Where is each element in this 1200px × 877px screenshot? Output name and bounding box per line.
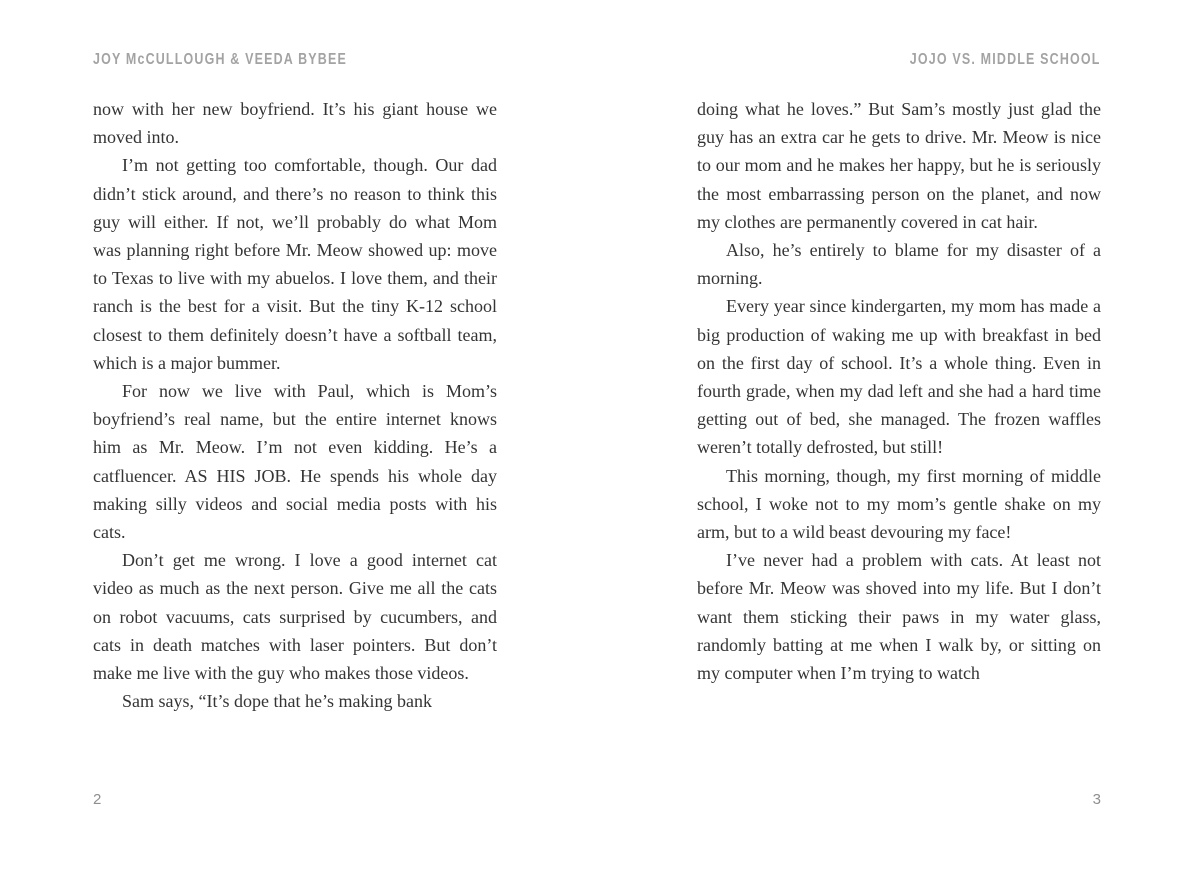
paragraph: Sam says, “It’s dope that he’s making bank [122, 691, 432, 712]
paragraph: Also, he’s entirely to blame for my disaster of a morning. [697, 240, 1101, 289]
page-right [697, 0, 1101, 877]
running-head-authors-text: JOY McCULLOUGH & VEEDA BYBEE [93, 51, 347, 68]
paragraph: I’ve never had a problem with cats. At least not before Mr. Meow was shoved into my life. But I don’t want them sticking their paws in my water glass, randomly batting at me when I walk by, or sitting on my computer when I’m trying to watch [697, 550, 1101, 684]
page-left [93, 0, 497, 877]
paragraph: doing what he loves.” But Sam’s mostly just glad the guy has an extra car he gets to drive. Mr. Meow is nice to our mom and he makes her happy, but he is seriously the most embarrassing person on the planet, and now my clothes are permanently covered in cat hair. [697, 99, 1101, 232]
paragraph: This morning, though, my first morning of middle school, I woke not to my mom’s gentle shake on my arm, but to a wild beast devouring my face! [697, 465, 1101, 543]
left-page-body [93, 95, 497, 715]
paragraph: Every year since kindergarten, my mom has made a big production of waking me up with breakfast in bed on the first day of school. It’s a whole thing. Even in fourth grade, when my dad left and she had a hard time getting out of bed, she managed. The frozen waffles weren’t totally defrosted, but still! [697, 296, 1101, 458]
running-head-authors [93, 51, 497, 69]
paragraph: I’m not getting too comfortable, though. Our dad didn’t stick around, and there’s no reason to think this guy will either. If not, we’ll probably do what Mom was planning right before Mr. Meow showed up: move to Texas to live with my abuelos. I love them, and their ranch is the best for a visit. But the tiny K-12 school closest to them definitely doesn’t have a softball team, which is a major bummer. [93, 155, 497, 373]
page-number-left: 2 [93, 791, 102, 808]
paragraph: now with her new boyfriend. It’s his giant house we moved into. [93, 99, 497, 148]
paragraph: For now we live with Paul, which is Mom’s boyfriend’s real name, but the entire internet knows him as Mr. Meow. I’m not even kidding. He’s a catfluencer. AS HIS JOB. He spends his whole day making silly videos and social media posts with his cats. [93, 381, 497, 543]
page-number-right: 3 [1092, 791, 1101, 808]
right-page-body [697, 95, 1101, 687]
paragraph: Don’t get me wrong. I love a good internet cat video as much as the next person. Give me all the cats on robot vacuums, cats surprised by cucumbers, and cats in death matches with laser pointers. But don’t make me live with the guy who makes those videos. [93, 550, 497, 684]
running-head-title [697, 51, 1101, 69]
running-head-title-text: JOJO VS. MIDDLE SCHOOL [910, 51, 1101, 68]
